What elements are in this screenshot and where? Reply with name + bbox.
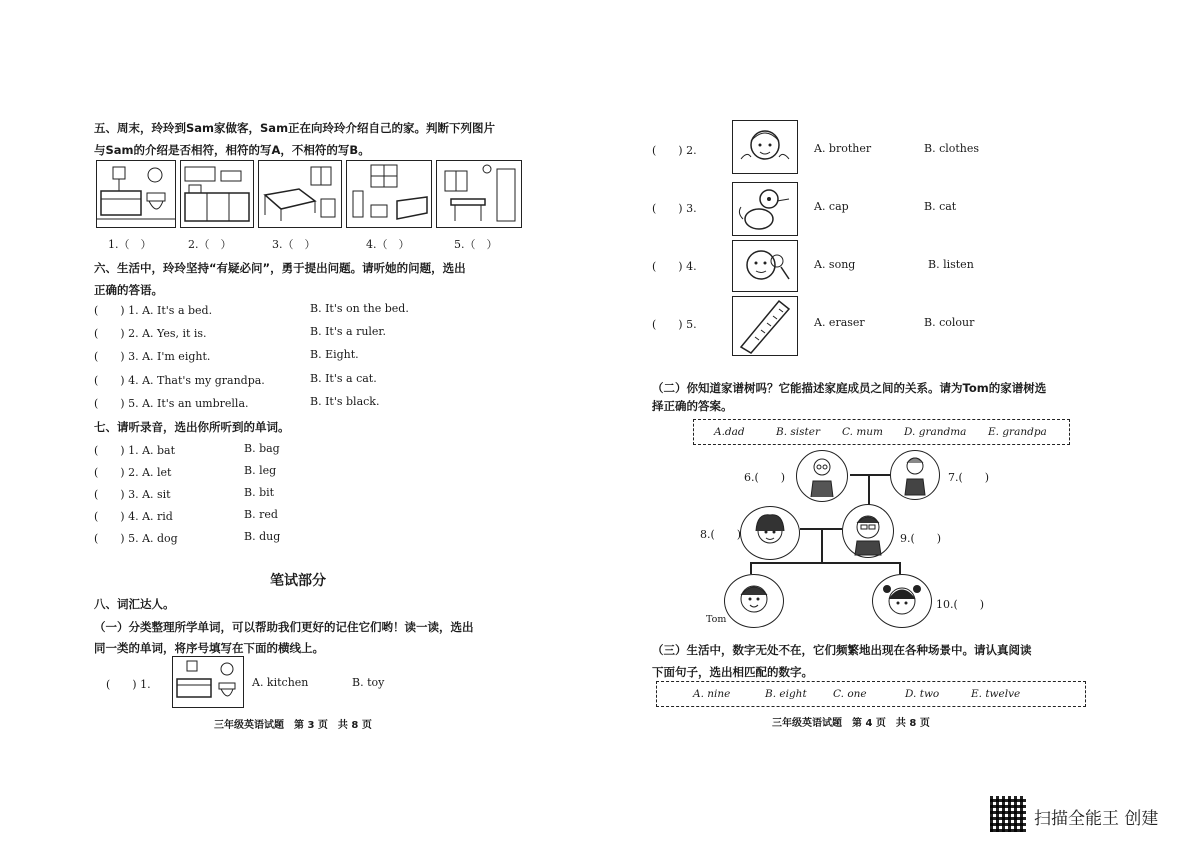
tree-label-6[interactable]: 6.( )	[744, 471, 786, 484]
vocab-q4-option-a: A. song	[814, 258, 856, 271]
s7-q5-option-b: B. dug	[244, 530, 281, 543]
animal-picture	[732, 182, 798, 236]
left-page-footer: 三年级英语试题 第 3 页 共 8 页	[214, 720, 372, 731]
vocab-q3-option-b: B. cat	[924, 200, 957, 213]
s6-q4: ( ) 4. A. That's my grandpa.	[94, 374, 265, 387]
dad-portrait	[842, 504, 894, 558]
s7-q2: ( ) 2. A. let	[94, 466, 172, 479]
s6-q2: ( ) 2. A. Yes, it is.	[94, 327, 207, 340]
family-tree-title-line2: 择正确的答案。	[652, 399, 733, 413]
s7-q4: ( ) 4. A. rid	[94, 510, 173, 523]
s6-q1: ( ) 1. A. It's a bed.	[94, 304, 213, 317]
vocab-q2: ( ) 2.	[652, 144, 697, 157]
s6-q5: ( ) 5. A. It's an umbrella.	[94, 397, 249, 410]
bathroom-picture-small	[172, 656, 244, 708]
family-option-c: C. mum	[842, 426, 884, 438]
number-option-a: A. nine	[693, 688, 731, 700]
bathroom-picture	[96, 160, 176, 228]
family-tree-options-box	[693, 419, 1070, 445]
s5-answer-4[interactable]: 4.（ ）	[366, 238, 410, 251]
family-option-a: A.dad	[714, 426, 745, 438]
numbers-title-line2: 下面句子，选出相匹配的数字。	[652, 665, 813, 679]
vocab-q3-option-a: A. cap	[814, 200, 849, 213]
qr-code-icon	[990, 796, 1026, 832]
family-option-d: D. grandma	[904, 426, 967, 438]
s6-q3: ( ) 3. A. I'm eight.	[94, 350, 211, 363]
s7-q3: ( ) 3. A. sit	[94, 488, 171, 501]
grandpa-portrait	[796, 450, 848, 502]
tree-label-7[interactable]: 7.( )	[948, 471, 990, 484]
sister-portrait	[872, 574, 932, 628]
s6-q1-option-b: B. It's on the bed.	[310, 302, 409, 315]
section-7-title: 七、请听录音，选出你所听到的单词。	[94, 420, 290, 434]
tree-line-down	[868, 476, 870, 506]
vocab-q4: ( ) 4.	[652, 260, 697, 273]
scanner-watermark: 扫描全能王 创建	[1034, 809, 1159, 829]
s8-q1-option-b: B. toy	[352, 676, 385, 689]
family-option-e: E. grandpa	[988, 426, 1047, 438]
tree-line-children	[750, 562, 900, 564]
tree-line-grandparents	[850, 474, 890, 476]
number-option-e: E. twelve	[971, 688, 1021, 700]
family-option-b: B. sister	[776, 426, 820, 438]
numbers-options-box	[656, 681, 1086, 707]
right-page-footer: 三年级英语试题 第 4 页 共 8 页	[772, 718, 930, 729]
s7-q3-option-b: B. bit	[244, 486, 275, 499]
section-6-title-line1: 六、生活中，玲玲坚持“有疑必问”，勇于提出问题。请听她的问题，选出	[94, 261, 466, 275]
section-8-sub1-line1: （一）分类整理所学单词，可以帮助我们更好的记住它们哟！读一读，选出	[94, 620, 474, 634]
tree-label-10[interactable]: 10.( )	[936, 598, 985, 611]
tree-label-tom: Tom	[706, 614, 727, 625]
mum-portrait	[740, 506, 800, 560]
s5-answer-5[interactable]: 5.（ ）	[454, 238, 498, 251]
living-room-picture	[346, 160, 432, 228]
vocab-q5-option-b: B. colour	[924, 316, 975, 329]
s5-answer-1[interactable]: 1.（ ）	[108, 238, 152, 251]
dining-room-picture	[436, 160, 522, 228]
s7-q4-option-b: B. red	[244, 508, 278, 521]
number-option-d: D. two	[905, 688, 940, 700]
ruler-picture	[732, 296, 798, 356]
tree-label-9[interactable]: 9.( )	[900, 532, 942, 545]
family-member-picture	[732, 120, 798, 174]
kitchen-picture	[180, 160, 254, 228]
section-5-title-line2: 与Sam的介绍是否相符，相符的写A，不相符的写B。	[94, 143, 370, 157]
s8-q1-option-a: A. kitchen	[252, 676, 309, 689]
s7-q2-option-b: B. leg	[244, 464, 277, 477]
s8-q1: ( ) 1.	[106, 678, 151, 691]
tree-line-child-left	[750, 562, 752, 574]
written-part-heading: 笔试部分	[270, 573, 326, 589]
section-8-title: 八、词汇达人。	[94, 597, 175, 611]
s7-q1-option-b: B. bag	[244, 442, 280, 455]
section-6-title-line2: 正确的答语。	[94, 283, 163, 297]
tom-portrait	[724, 574, 784, 628]
s5-answer-2[interactable]: 2.（ ）	[188, 238, 232, 251]
s6-q3-option-b: B. Eight.	[310, 348, 359, 361]
s5-answer-3[interactable]: 3.（ ）	[272, 238, 316, 251]
s7-q1: ( ) 1. A. bat	[94, 444, 176, 457]
vocab-q5: ( ) 5.	[652, 318, 697, 331]
vocab-q3: ( ) 3.	[652, 202, 697, 215]
vocab-q5-option-a: A. eraser	[814, 316, 865, 329]
vocab-q2-option-a: A. brother	[814, 142, 872, 155]
family-tree-title-line1: （二）你知道家谱树吗？它能描述家庭成员之间的关系。请为Tom的家谱树选	[652, 381, 1047, 395]
s6-q2-option-b: B. It's a ruler.	[310, 325, 386, 338]
section-5-title-line1: 五、周末，玲玲到Sam家做客，Sam正在向玲玲介绍自己的家。判断下列图片	[94, 121, 496, 135]
vocab-q4-option-b: B. listen	[928, 258, 974, 271]
number-option-b: B. eight	[765, 688, 807, 700]
tree-label-8[interactable]: 8.( )	[700, 528, 742, 541]
tree-line-child-right	[899, 562, 901, 574]
s6-q5-option-b: B. It's black.	[310, 395, 380, 408]
number-option-c: C. one	[833, 688, 867, 700]
numbers-title-line1: （三）生活中，数字无处不在，它们频繁地出现在各种场景中。请认真阅读	[652, 643, 1032, 657]
listening-child-picture	[732, 240, 798, 292]
tree-line-to-children	[821, 530, 823, 562]
vocab-q2-option-b: B. clothes	[924, 142, 980, 155]
s7-q5: ( ) 5. A. dog	[94, 532, 178, 545]
bedroom-picture	[258, 160, 342, 228]
grandma-portrait	[890, 450, 940, 500]
section-8-sub1-line2: 同一类的单词，将序号填写在下面的横线上。	[94, 641, 324, 655]
s6-q4-option-b: B. It's a cat.	[310, 372, 377, 385]
